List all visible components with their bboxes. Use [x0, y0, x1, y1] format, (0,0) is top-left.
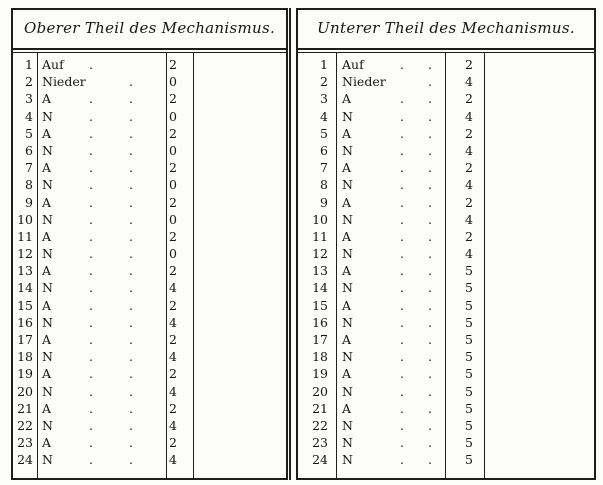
row-number: 7 [320, 160, 328, 176]
table-row [11, 365, 288, 382]
leader-dot: . [428, 349, 432, 365]
row-value: 5 [465, 417, 473, 433]
table-row [296, 434, 596, 451]
row-label: Nieder [342, 74, 386, 90]
row-value: 5 [465, 349, 473, 365]
row-number: 13 [17, 263, 33, 279]
row-label: Nieder [42, 74, 86, 90]
row-value: 5 [465, 435, 473, 451]
leader-dot: . [400, 160, 404, 176]
row-value: 5 [465, 452, 473, 468]
table-row [296, 142, 596, 159]
row-value: 0 [169, 108, 177, 124]
leader-dot: . [428, 280, 432, 296]
table-title: Unterer Theil des Mechanismus. [317, 19, 575, 37]
row-label: N [342, 435, 353, 451]
row-label: A [42, 194, 52, 210]
leader-dot: . [89, 314, 93, 330]
table-row [296, 365, 596, 382]
row-label: N [42, 177, 53, 193]
table-row [11, 331, 288, 348]
leader-dot: . [89, 383, 93, 399]
table-row [11, 56, 288, 73]
leader-dot: . [129, 349, 133, 365]
row-label: A [342, 297, 352, 313]
row-number: 11 [17, 228, 33, 244]
table-row [296, 314, 596, 331]
leader-dot: . [89, 211, 93, 227]
table-row [11, 451, 288, 468]
table-row [296, 451, 596, 468]
leader-dot: . [89, 160, 93, 176]
row-number: 2 [25, 74, 33, 90]
row-label: A [42, 297, 52, 313]
row-label: N [42, 108, 53, 124]
leader-dot: . [400, 383, 404, 399]
leader-dot: . [400, 142, 404, 158]
row-value: 4 [465, 211, 473, 227]
row-label: A [342, 194, 352, 210]
table-row [11, 417, 288, 434]
row-label: A [342, 263, 352, 279]
row-number: 17 [17, 332, 33, 347]
row-label: A [342, 228, 352, 244]
row-label: N [342, 383, 353, 399]
leader-dot: . [89, 57, 93, 72]
leader-dot: . [129, 452, 133, 468]
leader-dot: . [129, 108, 133, 124]
leader-dot: . [400, 211, 404, 227]
table-row [296, 245, 596, 262]
row-label: N [42, 314, 53, 330]
row-label: N [342, 142, 353, 158]
leader-dot: . [400, 194, 404, 210]
row-label: A [42, 160, 52, 176]
row-label: N [342, 211, 353, 227]
leader-dot: . [89, 297, 93, 313]
leader-dot: . [400, 263, 404, 279]
table-row [296, 297, 596, 314]
row-value: 5 [465, 332, 473, 347]
row-value: 2 [169, 263, 177, 279]
row-number: 20 [17, 383, 33, 399]
row-value: 4 [465, 108, 473, 124]
table-row [296, 90, 596, 107]
row-label: A [42, 263, 52, 279]
leader-dot: . [129, 417, 133, 433]
row-number: 24 [312, 452, 328, 468]
row-number: 19 [17, 366, 33, 382]
row-value: 2 [169, 160, 177, 176]
row-label: Auf [42, 57, 64, 72]
leader-dot: . [129, 228, 133, 244]
leader-dot: . [129, 177, 133, 193]
leader-dot: . [400, 349, 404, 365]
table-row [11, 211, 288, 228]
row-number: 7 [25, 160, 33, 176]
leader-dot: . [400, 417, 404, 433]
leader-dot: . [400, 366, 404, 382]
row-label: A [342, 332, 352, 347]
row-number: 2 [320, 74, 328, 90]
row-value: 2 [169, 57, 177, 72]
leader-dot: . [89, 332, 93, 347]
row-label: A [42, 366, 52, 382]
leader-dot: . [428, 332, 432, 347]
table-row [296, 125, 596, 142]
table-row [11, 194, 288, 211]
leader-dot: . [89, 417, 93, 433]
row-label: A [342, 160, 352, 176]
leader-dot: . [400, 280, 404, 296]
leader-dot: . [129, 91, 133, 107]
table-row [296, 400, 596, 417]
row-label: A [342, 400, 352, 416]
row-value: 2 [169, 125, 177, 141]
row-number: 22 [17, 417, 33, 433]
row-label: A [42, 435, 52, 451]
leader-dot: . [129, 246, 133, 262]
row-label: A [42, 332, 52, 347]
row-number: 12 [312, 246, 328, 262]
row-value: 5 [465, 314, 473, 330]
leader-dot: . [428, 417, 432, 433]
table-row [11, 279, 288, 296]
table-row [296, 331, 596, 348]
leader-dot: . [129, 435, 133, 451]
leader-dot: . [400, 108, 404, 124]
row-value: 2 [169, 435, 177, 451]
row-value: 2 [169, 194, 177, 210]
leader-dot: . [428, 314, 432, 330]
table-row [296, 73, 596, 90]
table-row [296, 176, 596, 193]
leader-dot: . [400, 297, 404, 313]
row-value: 5 [465, 297, 473, 313]
row-label: N [42, 417, 53, 433]
leader-dot: . [89, 452, 93, 468]
row-number: 3 [25, 91, 33, 107]
leader-dot: . [400, 246, 404, 262]
row-number: 9 [320, 194, 328, 210]
row-number: 21 [17, 400, 33, 416]
row-value: 5 [465, 366, 473, 382]
row-value: 4 [465, 246, 473, 262]
row-label: N [42, 349, 53, 365]
leader-dot: . [428, 160, 432, 176]
row-value: 4 [169, 314, 177, 330]
table-row [11, 108, 288, 125]
row-number: 24 [17, 452, 33, 468]
leader-dot: . [89, 177, 93, 193]
row-number: 4 [25, 108, 33, 124]
table-body [11, 56, 288, 469]
leader-dot: . [428, 74, 432, 90]
row-label: A [42, 228, 52, 244]
row-label: N [342, 246, 353, 262]
row-number: 14 [312, 280, 328, 296]
row-label: N [342, 349, 353, 365]
row-number: 16 [312, 314, 328, 330]
leader-dot: . [129, 211, 133, 227]
row-number: 21 [312, 400, 328, 416]
row-label: A [42, 91, 52, 107]
row-number: 9 [25, 194, 33, 210]
row-number: 5 [320, 125, 328, 141]
leader-dot: . [89, 194, 93, 210]
leader-dot: . [89, 108, 93, 124]
table-row [11, 159, 288, 176]
row-value: 0 [169, 142, 177, 158]
row-label: N [342, 314, 353, 330]
leader-dot: . [129, 400, 133, 416]
table-row [11, 434, 288, 451]
leader-dot: . [400, 125, 404, 141]
leader-dot: . [129, 280, 133, 296]
row-value: 2 [169, 332, 177, 347]
row-number: 8 [25, 177, 33, 193]
table-row [296, 159, 596, 176]
row-label: N [42, 383, 53, 399]
row-label: A [342, 366, 352, 382]
row-label: Auf [342, 57, 364, 72]
row-number: 11 [312, 228, 328, 244]
leader-dot: . [129, 160, 133, 176]
row-value: 2 [465, 228, 473, 244]
leader-dot: . [89, 263, 93, 279]
header-rule-thin [296, 52, 596, 53]
table-row [11, 90, 288, 107]
leader-dot: . [400, 314, 404, 330]
table-row [11, 245, 288, 262]
leader-dot: . [129, 194, 133, 210]
leader-dot: . [400, 57, 404, 72]
row-label: N [42, 211, 53, 227]
row-value: 2 [169, 228, 177, 244]
row-number: 18 [312, 349, 328, 365]
row-number: 14 [17, 280, 33, 296]
header-rule-thin [11, 52, 288, 53]
row-label: N [342, 177, 353, 193]
table-row [11, 142, 288, 159]
leader-dot: . [428, 194, 432, 210]
row-value: 4 [465, 142, 473, 158]
leader-dot: . [129, 297, 133, 313]
row-value: 2 [465, 160, 473, 176]
row-value: 2 [465, 91, 473, 107]
row-label: A [42, 125, 52, 141]
leader-dot: . [428, 246, 432, 262]
leader-dot: . [129, 74, 133, 90]
row-number: 23 [312, 435, 328, 451]
table-row [296, 211, 596, 228]
row-label: N [42, 280, 53, 296]
row-label: A [342, 91, 352, 107]
table-row [296, 279, 596, 296]
leader-dot: . [400, 400, 404, 416]
row-value: 0 [169, 74, 177, 90]
row-value: 0 [169, 211, 177, 227]
row-value: 4 [169, 280, 177, 296]
row-value: 0 [169, 246, 177, 262]
row-number: 20 [312, 383, 328, 399]
row-value: 2 [169, 366, 177, 382]
table-row [296, 348, 596, 365]
leader-dot: . [89, 228, 93, 244]
table-row [11, 314, 288, 331]
row-value: 2 [169, 297, 177, 313]
leader-dot: . [400, 452, 404, 468]
header-rule [11, 48, 288, 50]
leader-dot: . [428, 57, 432, 72]
row-value: 4 [169, 383, 177, 399]
upper-mechanism-table [11, 8, 288, 480]
table-row [11, 383, 288, 400]
row-number: 3 [320, 91, 328, 107]
row-number: 1 [320, 57, 328, 72]
row-number: 16 [17, 314, 33, 330]
leader-dot: . [428, 400, 432, 416]
row-number: 8 [320, 177, 328, 193]
row-value: 2 [465, 194, 473, 210]
table-row [296, 108, 596, 125]
leader-dot: . [89, 125, 93, 141]
leader-dot: . [400, 228, 404, 244]
leader-dot: . [428, 142, 432, 158]
row-label: A [42, 400, 52, 416]
table-row [296, 228, 596, 245]
row-value: 2 [465, 57, 473, 72]
row-number: 15 [17, 297, 33, 313]
row-number: 19 [312, 366, 328, 382]
row-value: 4 [169, 417, 177, 433]
leader-dot: . [400, 435, 404, 451]
table-row [296, 56, 596, 73]
row-number: 6 [320, 142, 328, 158]
row-label: N [342, 280, 353, 296]
leader-dot: . [129, 125, 133, 141]
row-number: 13 [312, 263, 328, 279]
leader-dot: . [428, 211, 432, 227]
row-number: 1 [25, 57, 33, 72]
table-row [11, 348, 288, 365]
row-number: 23 [17, 435, 33, 451]
leader-dot: . [428, 177, 432, 193]
row-value: 2 [169, 400, 177, 416]
table-title: Oberer Theil des Mechanismus. [23, 19, 276, 37]
row-value: 4 [465, 177, 473, 193]
leader-dot: . [129, 366, 133, 382]
row-value: 2 [465, 125, 473, 141]
table-row [11, 125, 288, 142]
leader-dot: . [89, 366, 93, 382]
table-row [296, 262, 596, 279]
row-label: N [42, 452, 53, 468]
leader-dot: . [89, 91, 93, 107]
leader-dot: . [428, 452, 432, 468]
leader-dot: . [400, 177, 404, 193]
row-label: N [342, 452, 353, 468]
row-number: 17 [312, 332, 328, 347]
row-number: 12 [17, 246, 33, 262]
leader-dot: . [428, 125, 432, 141]
leader-dot: . [129, 314, 133, 330]
row-number: 18 [17, 349, 33, 365]
row-label: N [342, 417, 353, 433]
row-number: 5 [25, 125, 33, 141]
leader-dot: . [129, 263, 133, 279]
table-row [296, 383, 596, 400]
leader-dot: . [428, 108, 432, 124]
table-row [11, 73, 288, 90]
lower-mechanism-table [296, 8, 596, 480]
leader-dot: . [129, 383, 133, 399]
leader-dot: . [428, 91, 432, 107]
row-value: 4 [465, 74, 473, 90]
leader-dot: . [89, 435, 93, 451]
row-label: A [342, 125, 352, 141]
leader-dot: . [89, 280, 93, 296]
table-row [11, 400, 288, 417]
row-number: 22 [312, 417, 328, 433]
table-row [11, 228, 288, 245]
row-number: 15 [312, 297, 328, 313]
row-label: N [42, 142, 53, 158]
leader-dot: . [400, 91, 404, 107]
row-value: 2 [169, 91, 177, 107]
row-value: 5 [465, 280, 473, 296]
leader-dot: . [89, 246, 93, 262]
leader-dot: . [428, 366, 432, 382]
row-value: 4 [169, 452, 177, 468]
row-value: 4 [169, 349, 177, 365]
row-number: 10 [17, 211, 33, 227]
table-row [11, 297, 288, 314]
leader-dot: . [89, 400, 93, 416]
leader-dot: . [89, 349, 93, 365]
leader-dot: . [89, 142, 93, 158]
table-row [11, 262, 288, 279]
leader-dot: . [428, 383, 432, 399]
table-body [296, 56, 596, 469]
row-number: 6 [25, 142, 33, 158]
table-row [11, 176, 288, 193]
leader-dot: . [428, 297, 432, 313]
leader-dot: . [129, 142, 133, 158]
leader-dot: . [428, 228, 432, 244]
row-value: 5 [465, 383, 473, 399]
table-row [296, 417, 596, 434]
row-value: 5 [465, 400, 473, 416]
row-value: 5 [465, 263, 473, 279]
header-rule [296, 48, 596, 50]
leader-dot: . [428, 263, 432, 279]
row-value: 0 [169, 177, 177, 193]
leader-dot: . [428, 435, 432, 451]
row-label: N [342, 108, 353, 124]
row-label: N [42, 246, 53, 262]
leader-dot: . [400, 332, 404, 347]
table-row [296, 194, 596, 211]
leader-dot: . [129, 332, 133, 347]
row-number: 10 [312, 211, 328, 227]
row-number: 4 [320, 108, 328, 124]
